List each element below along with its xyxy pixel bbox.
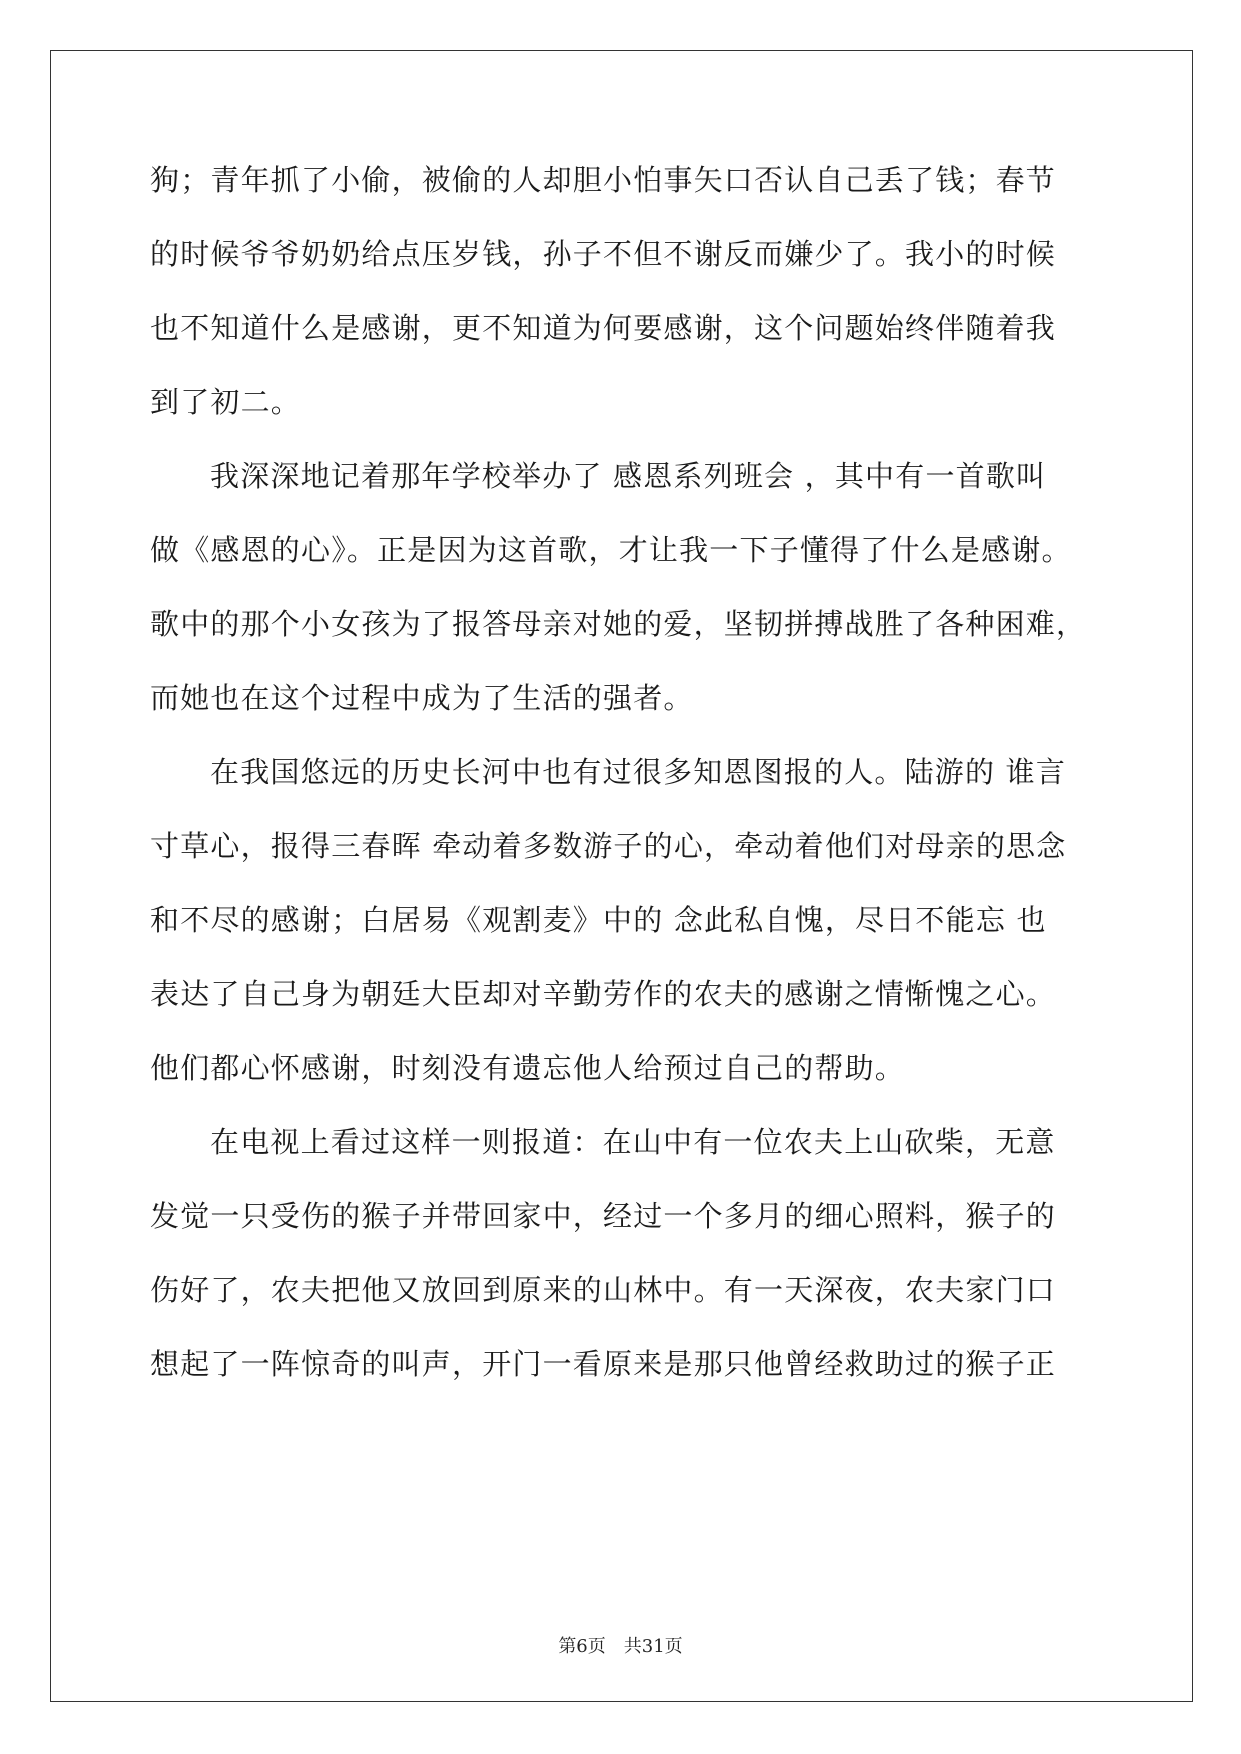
- document-body: [150, 160, 1100, 1418]
- paragraph-first-line: 在我国悠远的历史长河中也有过很多知恩图报的人。陆游的 谁言: [210, 755, 1067, 789]
- text-line: 狗；青年抓了小偷，被偷的人却胆小怕事矢口否认自己丢了钱；春节: [150, 163, 1057, 197]
- text-line: 想起了一阵惊奇的叫声，开门一看原来是那只他曾经救助过的猴子正: [150, 1347, 1057, 1381]
- text-line: 表达了自己身为朝廷大臣却对辛勤劳作的农夫的感谢之情惭愧之心。: [150, 977, 1057, 1011]
- text-line: 发觉一只受伤的猴子并带回家中，经过一个多月的细心照料，猴子的: [150, 1199, 1057, 1233]
- text-line: 做《感恩的心》。正是因为这首歌，才让我一下子懂得了什么是感谢。: [150, 533, 1072, 567]
- text-line: 他们都心怀感谢，时刻没有遗忘他人给预过自己的帮助。: [150, 1051, 906, 1085]
- text-line: 歌中的那个小女孩为了报答母亲对她的爱，坚韧拼搏战胜了各种困难，: [150, 607, 1087, 641]
- paragraph-first-line: 在电视上看过这样一则报道：在山中有一位农夫上山砍柴，无意: [210, 1125, 1056, 1159]
- text-line: 到了初二。: [150, 385, 302, 419]
- paragraph-first-line: 我深深地记着那年学校举办了 感恩系列班会 ，其中有一首歌叫: [210, 459, 1047, 493]
- text-line: 寸草心，报得三春晖 牵动着多数游子的心，牵动着他们对母亲的思念: [150, 829, 1067, 863]
- text-line: 也不知道什么是感谢，更不知道为何要感谢，这个问题始终伴随着我: [150, 311, 1057, 345]
- text-line: 和不尽的感谢；白居易《观割麦》中的 念此私自愧，尽日不能忘 也: [150, 903, 1047, 937]
- text-line: 而她也在这个过程中成为了生活的强者。: [150, 681, 694, 715]
- text-line: 的时候爷爷奶奶给点压岁钱，孙子不但不谢反而嫌少了。我小的时候: [150, 237, 1057, 271]
- page-number: 第6页 共31页: [558, 1636, 683, 1657]
- text-line: 伤好了，农夫把他又放回到原来的山林中。有一天深夜，农夫家门口: [150, 1273, 1057, 1307]
